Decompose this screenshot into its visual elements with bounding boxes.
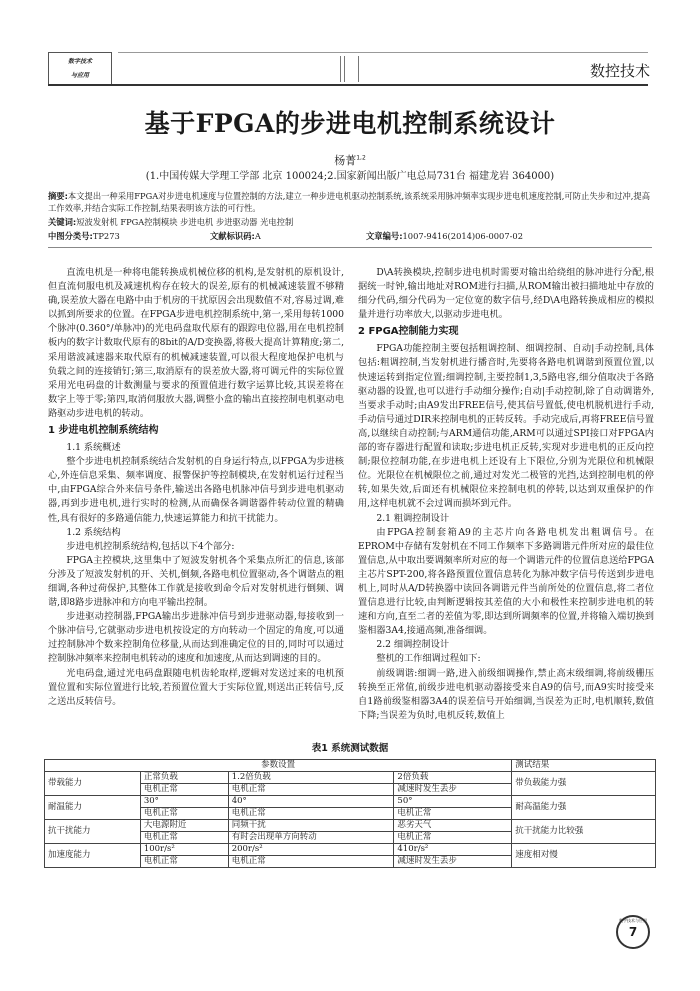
- paragraph: FPGA功能控制主要包括粗调控制、细调控制、自动|手动控制,具体包括:粗调控制,当发射机进行播音时,先要将各路电机调谐到预置位置,以快速运转到指定位置;细调控制,主要控制1,3,5路电容,细分值取决于各路驱动器的设置,也可以进行手动细分操作;自动|手动控制,除了自动调谐外,当要求手动时;由A9发出FREE信号,使其信号置低,使电机脱机进行手动,手动信号通过DIR来控制电机的正转反转。手动完成后,再将FREE信号置高,以继续自动控制;与ARM通信功能,ARM可以通过SPI接口对FPGA内部的寄存器进行配置和读取;步进电机正反转,实现对步进电机的正反向控制;限位控制功能,在步进电机上还设有上下限位,分别为光限位和机械限位。光限位在机械限位之前,通过对发光二极管的光挡,达到控制电机的停转,如果失效,后面还有机械限位来控制电机的停转,以达到双重保护的作用,这样电机就不会过调而损坏到元件。: [358, 343, 654, 510]
- left-column: [48, 266, 344, 709]
- article-label: 文章编号:: [366, 231, 403, 241]
- table-cell: 100r/s²: [140, 844, 228, 856]
- paragraph: 直流电机是一种将电能转换成机械位移的机构,是发射机的原机设计,但直流伺服电机及减速机构存在较大的误差,原有的机械减速装置不够精确,误差放大器在电路中由于机房的干扰原因会出现数值不对,容易过调,难以抓到所要求的位置。在FPGA步进电机控制系统中,第一,采用每转1000个脉冲(0.360°/单脉冲)的光电码盘取代原有的跟踪电位器,用在电机控制板内的数字计数取代原有的8bit的A/D变换器,将极大提高计算精度;第二,采用谐波减速器来取代原有的机械减速装置,可以很大程度地保护电机与负载之间的连接销钉;第三,取消原有的误差放大器,将可调元件的实际位置采用光电码盘的计数测量与要求的预置值进行数字运算比较,其误差将在数字上等于零;第四,取消伺服放大器,调整小盒的输出直接控制电机驱动电路驱动步进电机的转动。: [48, 267, 344, 419]
- right-column: [358, 266, 654, 723]
- page-number: 7: [628, 925, 638, 939]
- doc-label: 文献标识码:: [210, 231, 255, 241]
- clc-label: 中图分类号:: [48, 231, 93, 241]
- paragraph: 前级调谐:细调一路,进入前级细调操作,禁止高末级细调,将前级栅压转换至正常值,前级步进电机驱动器接受来自A9的信号,而A9实时接受来自1路前级鉴相器3A4的误差信号开始细调,当误差为正时,电机顺转,数值下降;当误差为负时,电机反转,数值上: [358, 667, 654, 721]
- table-header: 测试结果: [512, 760, 656, 772]
- subsection-heading: 2.1 粗调控制设计: [376, 512, 450, 524]
- table-cell: 电机正常: [140, 856, 228, 868]
- table-cell: 50°: [394, 796, 512, 808]
- paragraph: FPGA主控模块,这里集中了短波发射机各个采集点所汇的信息,该部分涉及了短波发射机的开、关机,倒频,各路电机位置驱动,各个调谐点的粗细调,各种过荷保护,其整体工作就是接收到命令后对发射机进行倒频、调谐,即8路步进脉冲和方向电平输出控制。: [48, 554, 344, 609]
- table-cell: 带载能力: [45, 772, 141, 796]
- table-cell: 电机正常: [228, 856, 394, 868]
- paragraph: D\A转换模块,控制步进电机时需要对输出给绕组的脉冲进行分配,根据统一时钟,输出地址对ROM进行扫描,从ROM输出被扫描地址中存放的细分代码,细分代码为一定位宽的数字信号,经D\A电路转换成相应的模拟量并进行功率放大,以驱动步进电机。: [358, 267, 654, 321]
- table-cell: 2倍负载: [394, 772, 512, 784]
- header-divider: [344, 56, 345, 82]
- table-cell: 同频干扰: [228, 820, 394, 832]
- clc-value: TP273: [92, 231, 120, 241]
- table-cell: 电机正常: [140, 832, 228, 844]
- table-cell: 速度相对慢: [512, 844, 656, 868]
- logo-line-2: 与应用: [70, 72, 89, 79]
- abstract: [48, 190, 652, 214]
- logo-line-1: 数字技术: [67, 58, 92, 65]
- page-badge-label: 数字技术与应用: [619, 918, 647, 923]
- table-cell: 正常负载: [140, 772, 228, 784]
- page-number-badge: [616, 915, 650, 949]
- abstract-label: 摘要:: [48, 191, 68, 201]
- table-cell: 电机正常: [140, 784, 228, 796]
- journal-logo: [48, 52, 112, 86]
- header-top-rule: [118, 52, 648, 53]
- table-row: [45, 772, 656, 784]
- keywords: [48, 216, 652, 228]
- table-cell: 电机正常: [228, 808, 394, 820]
- table-cell: 有时会出现单方向转动: [228, 832, 394, 844]
- doc-value: A: [254, 231, 261, 241]
- table-cell: 大电源附近: [140, 820, 228, 832]
- paragraph: 由FPGA控制套箱A9的主芯片向各路电机发出粗调信号。在EPROM中存储有发射机在不同工作频率下多路调谐元件所对应的最佳位置信息,从中取出要调频率所对应的每一个调谐元件的位置信息送给FPGA主芯片SPT-200,将各路预置位置信息转化为脉冲数字信号传送到步进电机上,同时从A/D转换器中读回各调谐元件当前所处的位置信息,将二者位置信息进行比较,由判断逻辑按其差值的大小和极性来控制步进电机的转速和方向,直至二者的差值为零,即达到所调频率的位置,并将输入端切换到鉴相器3A4,接通高频,准备细调。: [358, 526, 654, 637]
- table-row: [45, 844, 656, 856]
- author-affiliation-mark: 1,2: [356, 154, 366, 162]
- subsection-heading: 1.1 系统概述: [66, 442, 121, 454]
- author-name: 杨菁: [334, 154, 357, 167]
- table-cell: 耐高温能力强: [512, 796, 656, 820]
- paragraph: 步进电机控制系统结构,包括以下4个部分:: [66, 540, 235, 552]
- header-rule: [48, 84, 648, 86]
- table-cell: 耐温能力: [45, 796, 141, 820]
- test-data-table: [44, 759, 656, 868]
- abstract-text: 本文提出一种采用FPGA对步进电机速度与位置控制的方法,建立一种步进电机驱动控制系统,该系统采用脉冲频率实现步进电机速度控制,可防止失步和过冲,提高工作效率,并结合实际工作控制,结果表明该方法的可行性。: [48, 191, 651, 213]
- author-line: [0, 152, 700, 168]
- table-cell: 410r/s²: [394, 844, 512, 856]
- clc-number: [48, 230, 120, 242]
- paragraph: 整机的工作细调过程如下:: [376, 653, 481, 665]
- section-title: 数控技术: [589, 62, 650, 80]
- table-cell: 电机正常: [394, 808, 512, 820]
- table-header: 参数设置: [45, 760, 512, 772]
- table-cell: 电机正常: [228, 784, 394, 796]
- table-cell: 恶劣天气: [394, 820, 512, 832]
- keywords-text: 短波发射机 FPGA控制模块 步进电机 步进驱动器 光电控制: [76, 217, 294, 227]
- article-number: [366, 230, 523, 242]
- table-caption: 表1 系统测试数据: [311, 743, 389, 754]
- table-cell: 加速度能力: [45, 844, 141, 868]
- table-header-row: [45, 760, 656, 772]
- table-cell: 电机正常: [140, 808, 228, 820]
- subsection-heading: 1.2 系统结构: [66, 526, 121, 538]
- paragraph: 整个步进电机控制系统结合发射机的自身运行特点,以FPGA为步进核心,外连信息采集、频率调度、报警保护等控制模块,在发射机运行过程当中,由FPGA综合外来信号条件,输送出各路电机脉冲信号到步进电机驱动器,再到步进电机,进行实时的检测,从而确保各调谐器件转动位置的精确性,具有很好的多路通信能力,快速运算能力和抗干扰能力。: [48, 456, 344, 524]
- keywords-label: 关键词:: [48, 217, 77, 227]
- document-code: [210, 230, 261, 242]
- table-cell: 减速时发生丢步: [394, 856, 512, 868]
- header-divider: [358, 56, 359, 82]
- table-cell: 电机正常: [394, 832, 512, 844]
- section-heading: 2 FPGA控制能力实现: [358, 326, 459, 338]
- header-divider: [340, 56, 341, 82]
- table-cell: 减速时发生丢步: [394, 784, 512, 796]
- table-cell: 带负载能力强: [512, 772, 656, 796]
- paper-title: 基于FPGA的步进电机控制系统设计: [144, 109, 556, 138]
- title-rule: [48, 247, 652, 248]
- paragraph: 步进驱动控制器,FPGA输出步进脉冲信号到步进驱动器,每接收到一个脉冲信号,它就驱动步进电机按设定的方向转动一个固定的角度,可以通过控制脉冲个数来控制角位移量,从而达到准确定位的目的,同时可以通过控制脉冲频率来控制电机转动的速度和加速度,从而达到调速的目的。: [48, 611, 344, 665]
- table-cell: 30°: [140, 796, 228, 808]
- affiliation: (1.中国传媒大学理工学部 北京 100024;2.国家新闻出版广电总局731台 福建龙岩 364000): [145, 171, 555, 182]
- table-row: [45, 796, 656, 808]
- table-cell: 抗干扰能力比较强: [512, 820, 656, 844]
- table-cell: 40°: [228, 796, 394, 808]
- table-row: [45, 820, 656, 832]
- table-cell: 抗干扰能力: [45, 820, 141, 844]
- article-value: 1007-9416(2014)06-0007-02: [402, 231, 523, 241]
- section-heading: 1 步进电机控制系统结构: [48, 425, 159, 437]
- classification-row: [48, 230, 652, 242]
- table-cell: 200r/s²: [228, 844, 394, 856]
- subsection-heading: 2.2 细调控制设计: [376, 639, 450, 651]
- paragraph: 光电码盘,通过光电码盘跟随电机齿轮取样,逻辑对发送过来的电机预置位置和实际位置进行比较,若预置位置大于实际位置,则送出正转信号,反之送出反转信号。: [48, 667, 344, 707]
- table-cell: 1.2倍负载: [228, 772, 394, 784]
